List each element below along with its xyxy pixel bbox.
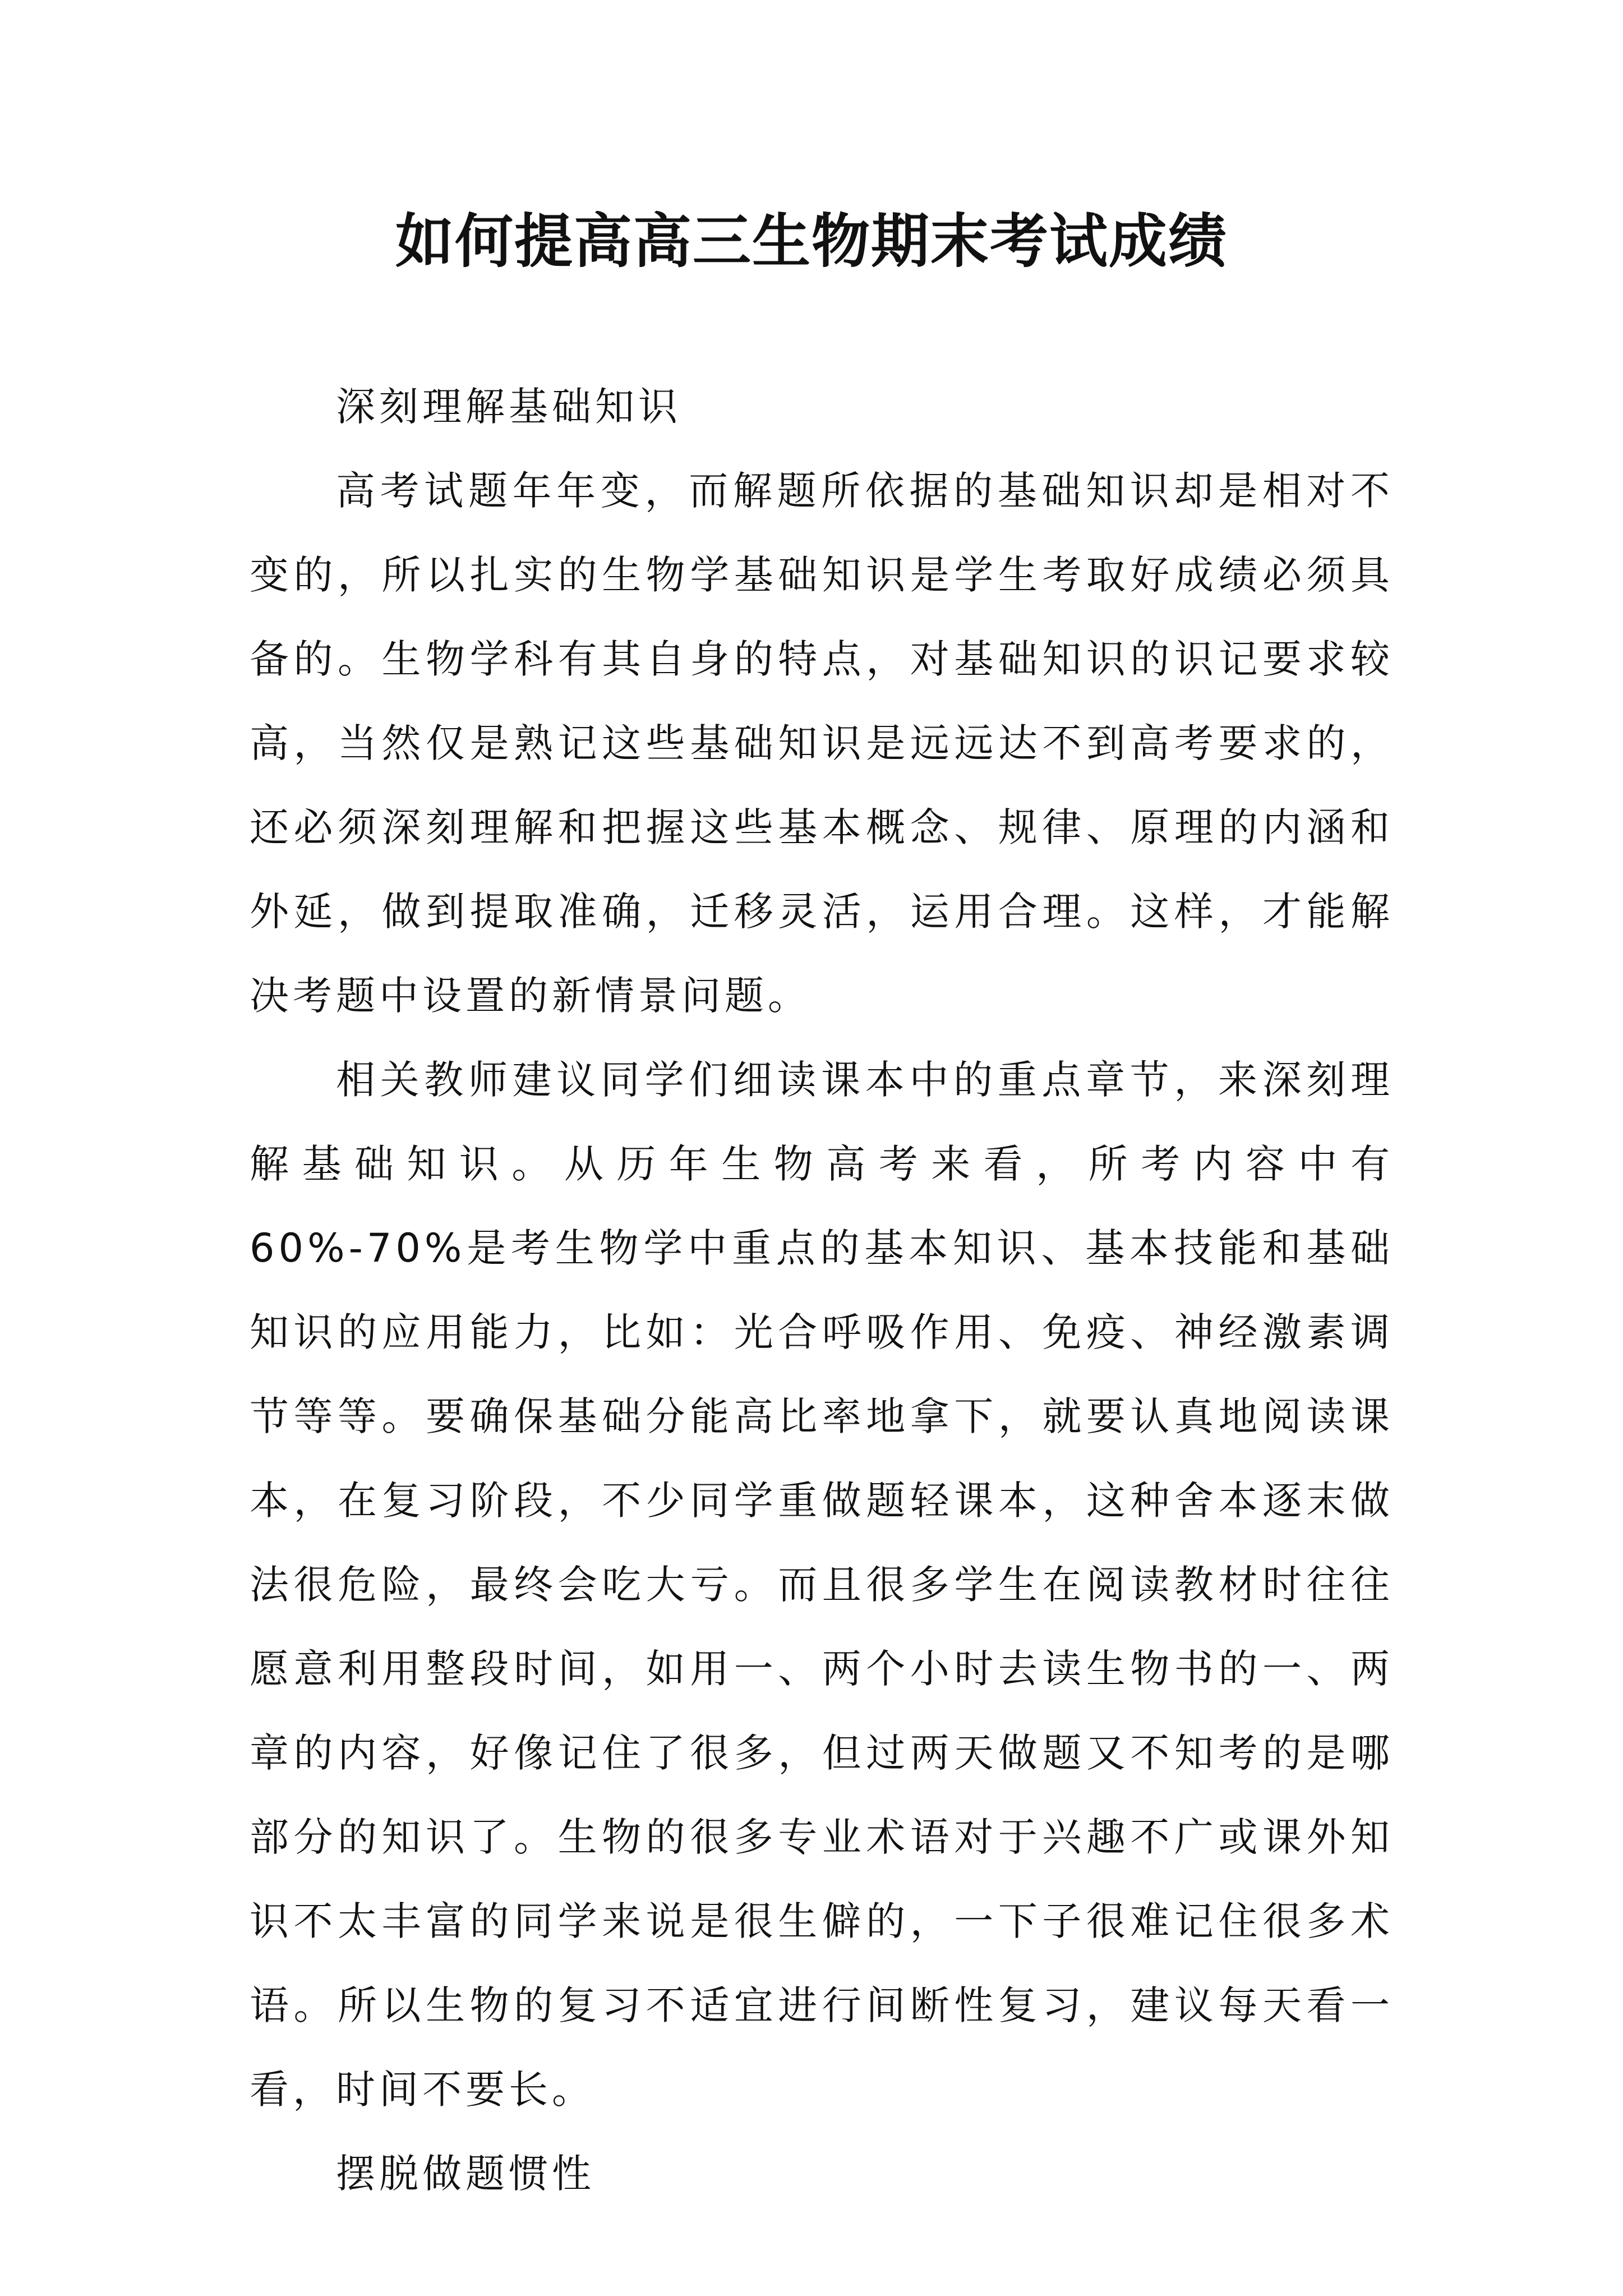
section-heading-basics: 深刻理解基础知识 [336, 384, 681, 430]
section-heading-habits: 摆脱做题惯性 [336, 2151, 595, 2197]
document-body [250, 365, 1394, 2216]
paragraph-textbook-advice: 相关教师建议同学们细读课本中的重点章节，来深刻理解基础知识。从历年生物高考来看，所考内容中有60%-70%是考生物学中重点的基本知识、基本技能和基础知识的应用能力，比如：光合呼吸作用、免疫、神经激素调节等等。要确保基础分能高比率地拿下，就要认真地阅读课本，在复习阶段，不少同学重做题轻课本，这种舍本逐末做法很危险，最终会吃大亏。而且很多学生在阅读教材时往往愿意利用整段时间，如用一、两个小时去读生物书的一、两章的内容，好像记住了很多，但过两天做题又不知考的是哪部分的知识了。生物的很多专业术语对于兴趣不广或课外知识不太丰富的同学来说是很生僻的，一下子很难记住很多术语。所以生物的复习不适宜进行间断性复习，建议每天看一看，时间不要长。 [250, 1057, 1394, 2113]
document-title: 如何提高高三生物期末考试成绩 [395, 206, 1228, 275]
paragraph-basics-intro: 高考试题年年变，而解题所依据的基础知识却是相对不变的，所以扎实的生物学基础知识是学生考取好成绩必须具备的。生物学科有其自身的特点，对基础知识的识记要求较高，当然仅是熟记这些基础知识是远远达不到高考要求的，还必须深刻理解和把握这些基本概念、规律、原理的内涵和外延，做到提取准确，迁移灵活，运用合理。这样，才能解决考题中设置的新情景问题。 [250, 468, 1394, 1019]
